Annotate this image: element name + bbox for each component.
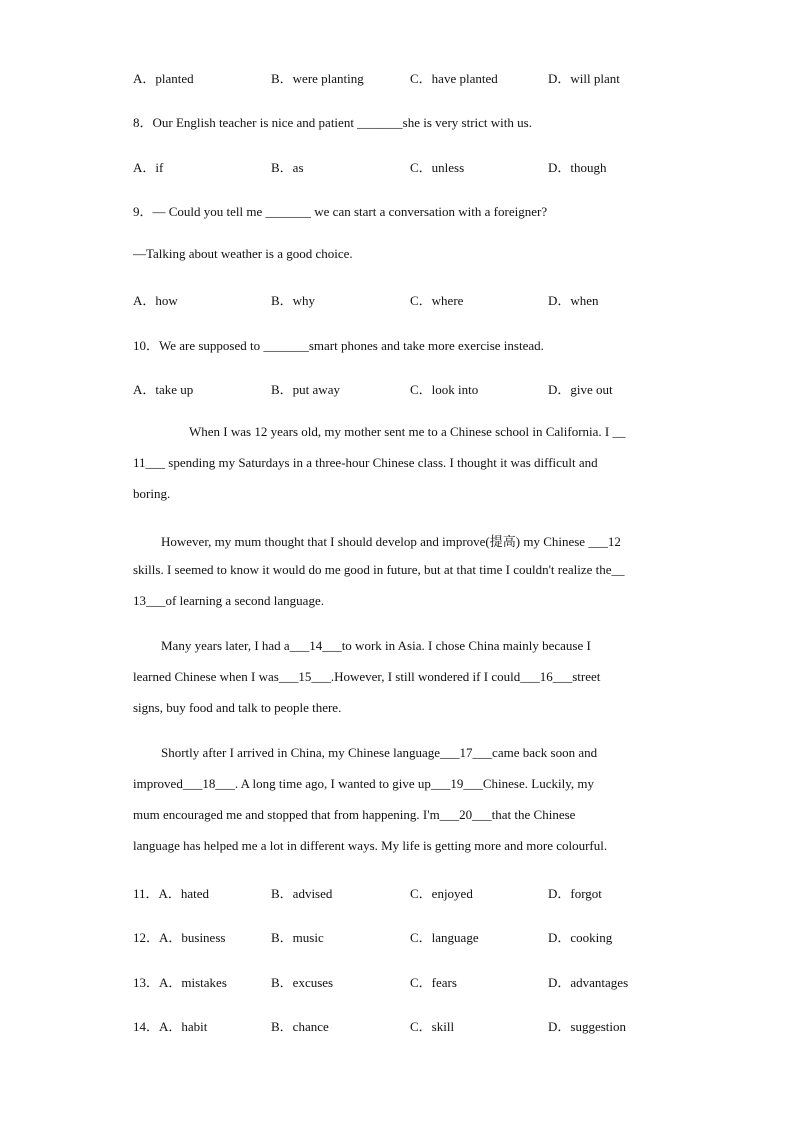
passage-line: learned Chinese when I was___15___.However, I still wondered if I could___16___street xyxy=(133,669,601,684)
q10-option-d: D．give out xyxy=(548,382,613,397)
q12-option-d: D．cooking xyxy=(548,930,613,945)
q12-option-b: B．music xyxy=(271,930,324,945)
q9-option-c: C．where xyxy=(410,293,464,308)
q10-option-b: B．put away xyxy=(271,382,340,397)
q9-option-d: D．when xyxy=(548,293,599,308)
passage-line: signs, buy food and talk to people there. xyxy=(133,700,342,715)
q8-option-c: C．unless xyxy=(410,160,465,175)
q9-option-b: B．why xyxy=(271,293,316,308)
passage-line: language has helped me a lot in different ways. My life is getting more and more colourful. xyxy=(133,838,608,853)
passage-line: boring. xyxy=(133,486,171,501)
q8-option-b: B．as xyxy=(271,160,304,175)
q11-option-d: D．forgot xyxy=(548,886,602,901)
q11-option-c: C．enjoyed xyxy=(410,886,473,901)
q12-option-a: 12．A．business xyxy=(133,930,226,945)
passage-line: improved___18___. A long time ago, I wanted to give up___19___Chinese. Luckily, my xyxy=(133,776,594,791)
q11-option-a: 11．A．hated xyxy=(133,886,210,901)
q8-option-d: D．though xyxy=(548,160,607,175)
q14-option-d: D．suggestion xyxy=(548,1019,627,1034)
q11-option-b: B．advised xyxy=(271,886,333,901)
q7-option-d: D．will plant xyxy=(548,71,620,86)
q10-stem: 10．We are supposed to _______smart phones and take more exercise instead. xyxy=(133,338,544,353)
passage-line: Many years later, I had a___14___to work in Asia. I chose China mainly because I xyxy=(161,638,591,653)
q13-option-b: B．excuses xyxy=(271,975,334,990)
passage-line: When I was 12 years old, my mother sent me to a Chinese school in California. I __ xyxy=(189,424,626,439)
q7-option-c: C．have planted xyxy=(410,71,498,86)
passage-line: However, my mum thought that I should develop and improve(提高) my Chinese ___12 xyxy=(161,534,621,549)
q13-option-d: D．advantages xyxy=(548,975,629,990)
q13-option-c: C．fears xyxy=(410,975,457,990)
q10-option-c: C．look into xyxy=(410,382,479,397)
q9-option-a: A．how xyxy=(133,293,178,308)
q12-option-c: C．language xyxy=(410,930,479,945)
q8-option-a: A．if xyxy=(133,160,164,175)
q13-option-a: 13．A．mistakes xyxy=(133,975,227,990)
q9-reply: —Talking about weather is a good choice. xyxy=(133,246,353,261)
passage-line: Shortly after I arrived in China, my Chinese language___17___came back soon and xyxy=(161,745,598,760)
passage-line: mum encouraged me and stopped that from happening. I'm___20___that the Chinese xyxy=(133,807,576,822)
q7-option-a: A．planted xyxy=(133,71,194,86)
q9-stem: 9．— Could you tell me _______ we can start a conversation with a foreigner? xyxy=(133,204,548,219)
passage-line: 13___of learning a second language. xyxy=(133,593,324,608)
q14-option-c: C．skill xyxy=(410,1019,455,1034)
q10-option-a: A．take up xyxy=(133,382,194,397)
q8-stem: 8．Our English teacher is nice and patient _______she is very strict with us. xyxy=(133,115,532,130)
q14-option-b: B．chance xyxy=(271,1019,329,1034)
q7-option-b: B．were planting xyxy=(271,71,364,86)
q14-option-a: 14．A．habit xyxy=(133,1019,208,1034)
passage-line: skills. I seemed to know it would do me good in future, but at that time I couldn't realize the__ xyxy=(133,562,625,577)
passage-line: 11___ spending my Saturdays in a three-hour Chinese class. I thought it was difficult and xyxy=(133,455,598,470)
